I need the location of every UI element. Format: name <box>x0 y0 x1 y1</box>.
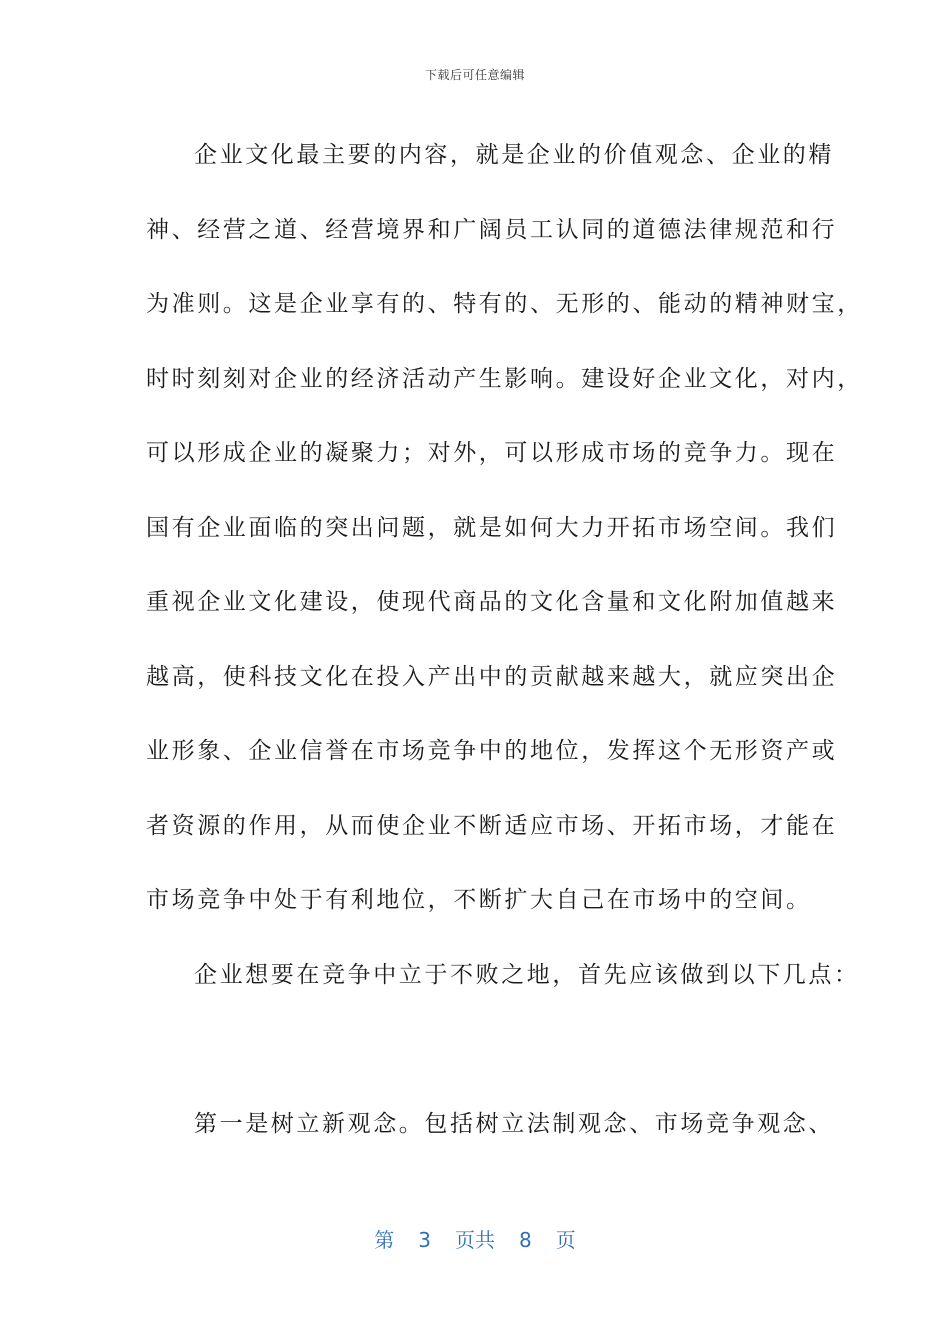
paragraph-line: 神、经营之道、经营境界和广阔员工认同的道德法律规范和行 <box>146 216 838 243</box>
document-body <box>146 118 863 1162</box>
paragraph-first-point <box>146 1087 834 1162</box>
paragraph-line: 企业想要在竞争中立于不败之地，首先应该做到以下几点： <box>194 961 860 988</box>
paragraph-line: 可以形成企业的凝聚力；对外，可以形成市场的竞争力。现在 <box>146 440 838 466</box>
paragraph-line: 业形象、企业信誉在市场竞争中的地位，发挥这个无形资产或 <box>146 738 838 764</box>
footer-suffix: 页 <box>555 1228 576 1252</box>
paragraph-intro-points <box>146 938 860 1013</box>
footer-total-pages: 8 <box>519 1228 532 1252</box>
paragraph-line: 第一是树立新观念。包括树立法制观念、市场竞争观念、 <box>194 1111 834 1137</box>
paragraph-spacer <box>146 1012 806 1087</box>
paragraph-line: 时时刻刻对企业的经济活动产生影响。建设好企业文化，对内， <box>146 365 863 392</box>
paragraph-line: 国有企业面临的突出问题，就是如何大力开拓市场空间。我们 <box>146 514 838 541</box>
paragraph-line: 者资源的作用，从而使企业不断适应市场、开拓市场，才能在 <box>146 812 838 839</box>
paragraph-corporate-culture <box>146 118 863 938</box>
footer-middle: 页共 <box>455 1228 495 1252</box>
footer-prefix: 第 <box>374 1228 395 1252</box>
page-number-footer <box>0 1224 950 1253</box>
paragraph-line: 市场竞争中处于有利地位，不断扩大自己在市场中的空间。 <box>146 887 812 913</box>
paragraph-line: 企业文化最主要的内容，就是企业的价值观念、企业的精 <box>194 142 834 168</box>
paragraph-line: 重视企业文化建设，使现代商品的文化含量和文化附加值越来 <box>146 589 838 615</box>
footer-current-page: 3 <box>418 1228 431 1252</box>
paragraph-line: 为准则。这是企业享有的、特有的、无形的、能动的精神财宝， <box>146 291 863 317</box>
page-header: 下载后可任意编辑 <box>424 68 525 82</box>
paragraph-line: 越高，使科技文化在投入产出中的贡献越来越大，就应突出企 <box>146 663 838 690</box>
